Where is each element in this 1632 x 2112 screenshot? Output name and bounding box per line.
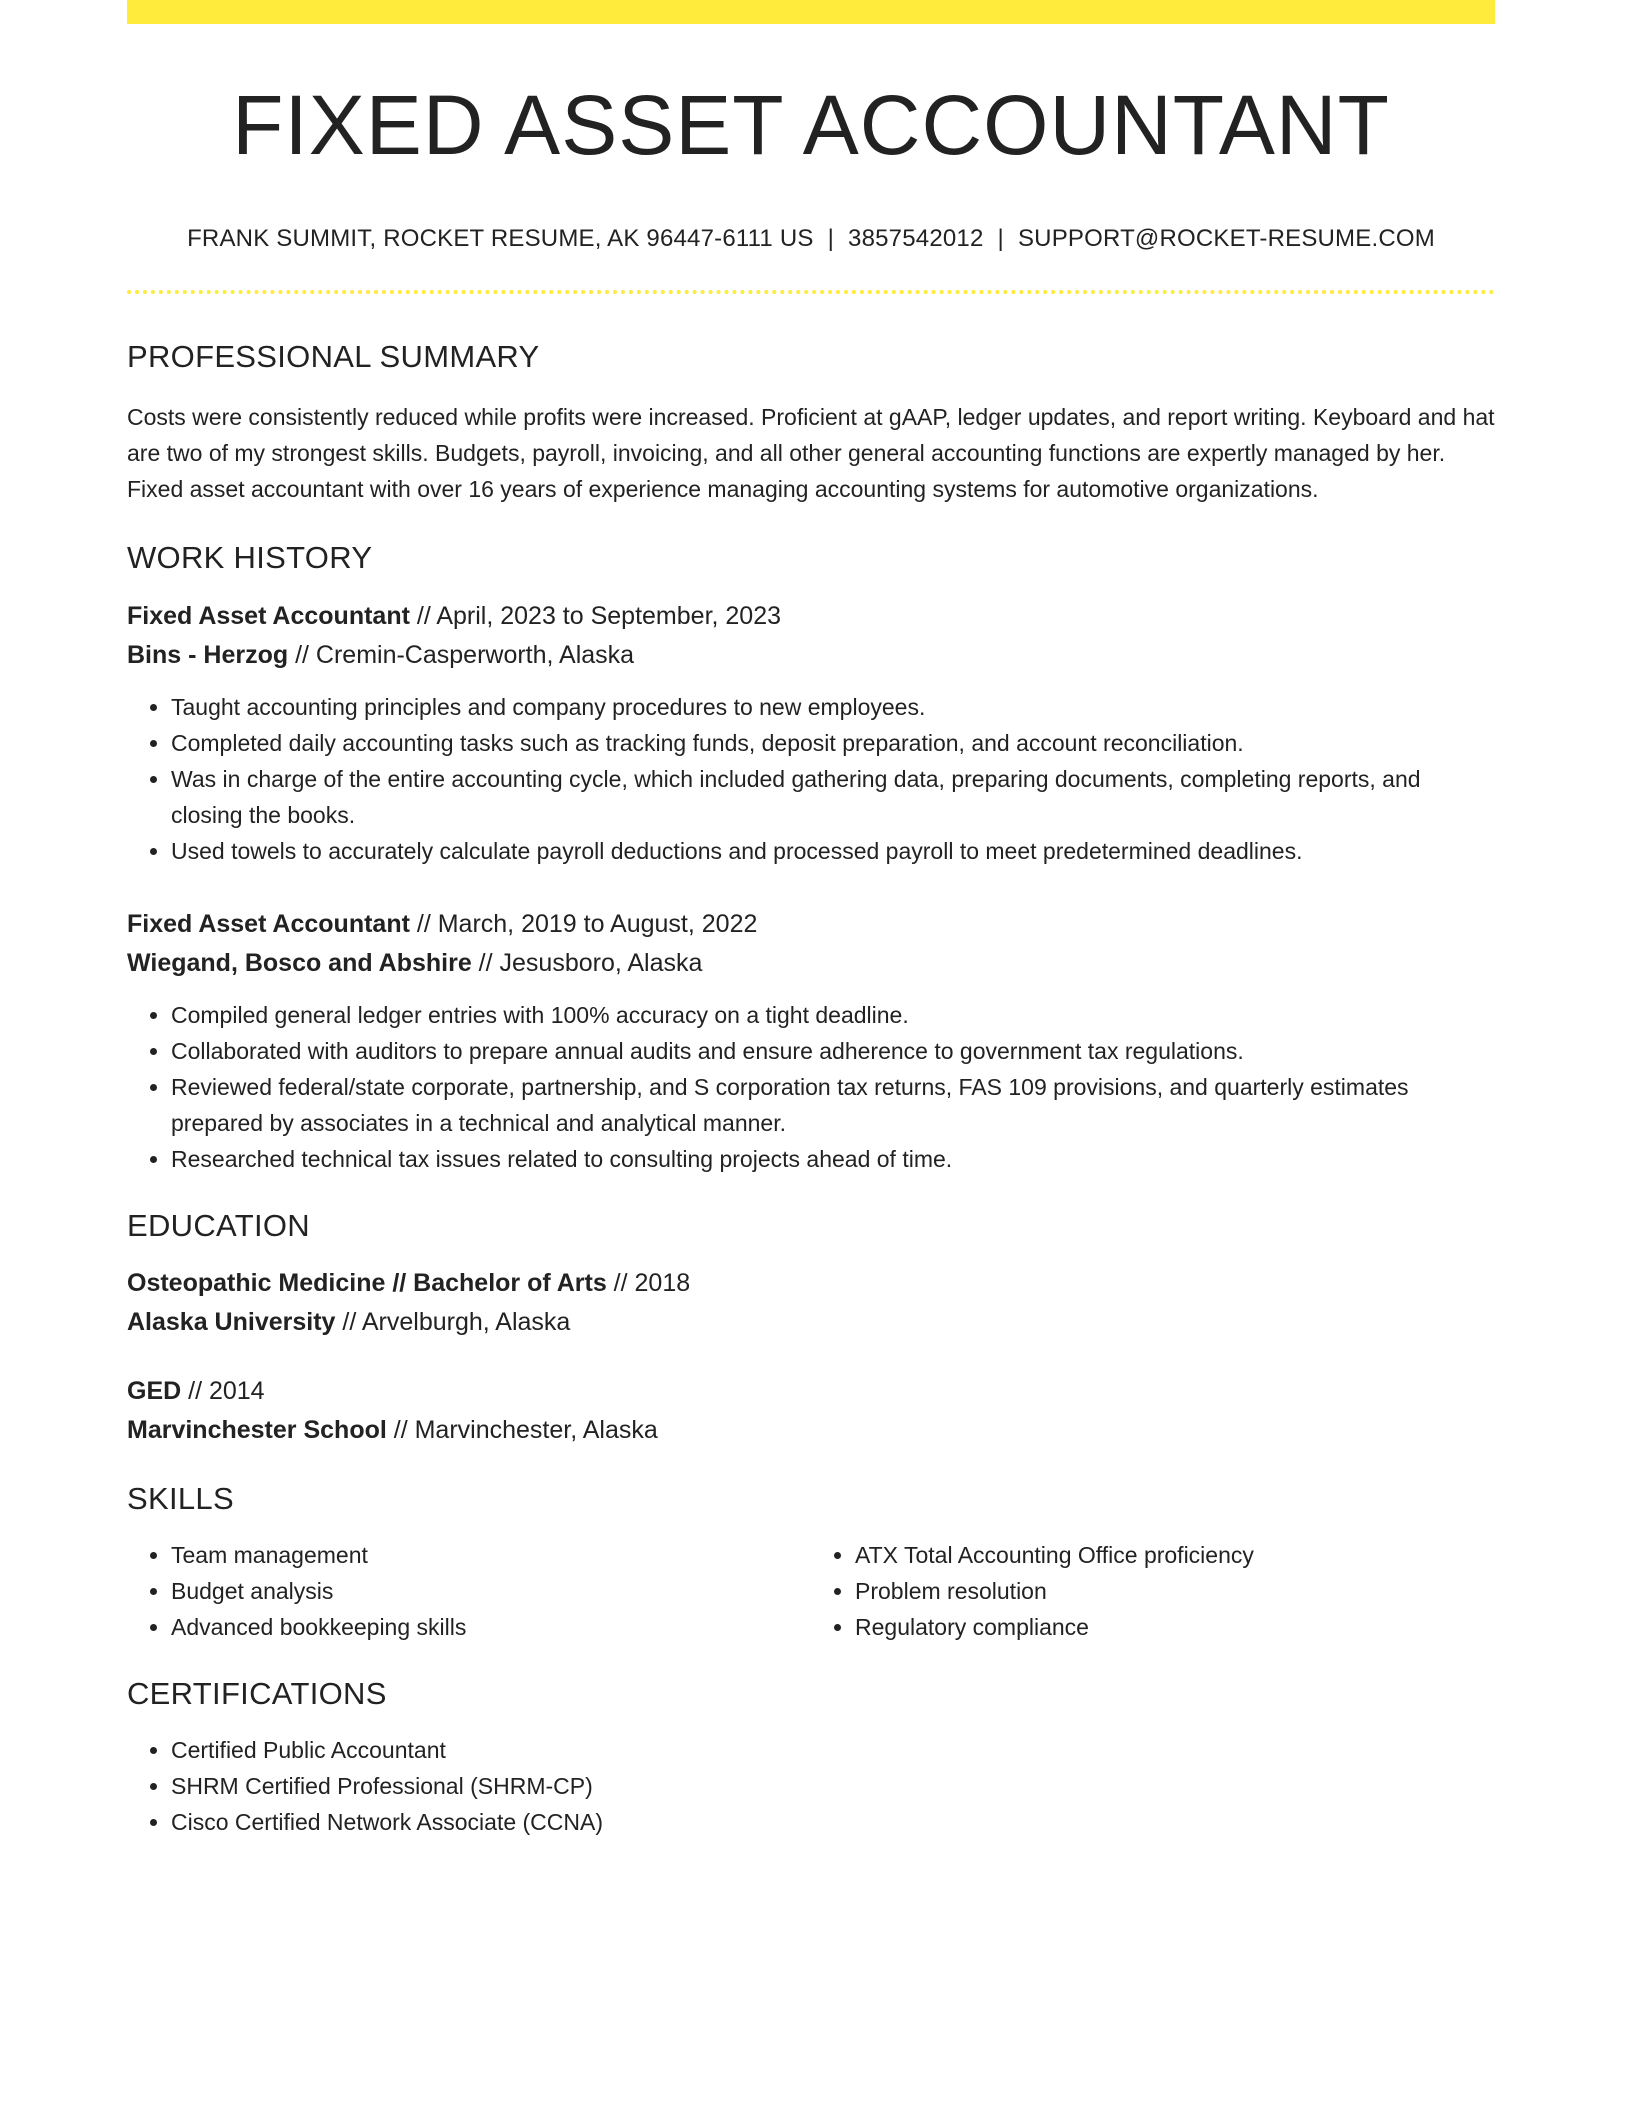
job-position: Fixed Asset Accountant bbox=[127, 909, 410, 938]
section-title-certifications: CERTIFICATIONS bbox=[127, 1675, 387, 1711]
job-company-line bbox=[127, 636, 1495, 675]
job-bullet: • Used towels to accurately calculate payroll deductions and processed payroll to meet predetermined deadlines. bbox=[171, 833, 1495, 869]
job-company-line bbox=[127, 944, 1495, 983]
skill-item: • Advanced bookkeeping skills bbox=[171, 1609, 811, 1645]
summary-section bbox=[127, 338, 1495, 507]
job-bullet: • Completed daily accounting tasks such as tracking funds, deposit preparation, and account reconciliation. bbox=[171, 725, 1495, 761]
skills-list-left bbox=[127, 1537, 811, 1645]
education-school: Marvinchester School bbox=[127, 1415, 387, 1444]
job-title-line bbox=[127, 597, 1495, 636]
education-school-line bbox=[127, 1411, 1495, 1450]
dotted-divider bbox=[127, 290, 1495, 294]
skill-item: • Problem resolution bbox=[855, 1573, 1495, 1609]
summary-text: Costs were consistently reduced while profits were increased. Proficient at gAAP, ledger updates, and report writing. Keyboard and hat are two of my strongest skills. Budgets, payroll, invoicing, and all other general accounting functions are expertly managed by her. Fixed asset accountant with over 16 years of experience managing accounting systems for automotive organizations. bbox=[127, 404, 1495, 503]
job-dates: // April, 2023 to September, 2023 bbox=[409, 601, 782, 630]
job-bullet: • Reviewed federal/state corporate, partnership, and S corporation tax returns, FAS 109 provisions, and quarterly estimates prepared by associates in a technical and analytical manner. bbox=[171, 1069, 1495, 1141]
education-degree-line bbox=[127, 1372, 1495, 1411]
certifications-section bbox=[127, 1675, 1495, 1840]
contact-address: FRANK SUMMIT, ROCKET RESUME, AK 96447-6111 US bbox=[187, 225, 814, 253]
job-title-line bbox=[127, 905, 1495, 944]
contact-separator: | bbox=[827, 225, 835, 253]
contact-separator: | bbox=[997, 225, 1004, 253]
skill-item: • Regulatory compliance bbox=[855, 1609, 1495, 1645]
job-bullet: • Taught accounting principles and company procedures to new employees. bbox=[171, 689, 1495, 725]
skill-item: • ATX Total Accounting Office proficiency bbox=[855, 1537, 1495, 1573]
skill-item: • Team management bbox=[171, 1537, 811, 1573]
section-title-skills: SKILLS bbox=[127, 1480, 234, 1516]
job-dates: // March, 2019 to August, 2022 bbox=[409, 909, 758, 938]
skills-section bbox=[127, 1480, 1495, 1645]
education-location: // Marvinchester, Alaska bbox=[386, 1415, 658, 1444]
contact-email: SUPPORT@ROCKET-RESUME.COM bbox=[1017, 225, 1435, 253]
education-degree: Osteopathic Medicine // Bachelor of Arts bbox=[127, 1268, 607, 1297]
education-degree-line bbox=[127, 1264, 1495, 1303]
contact-phone: 3857542012 bbox=[848, 225, 984, 253]
job-bullet: • Compiled general ledger entries with 100% accuracy on a tight deadline. bbox=[171, 997, 1495, 1033]
section-title-summary: PROFESSIONAL SUMMARY bbox=[127, 339, 540, 375]
job-company: Wiegand, Bosco and Abshire bbox=[127, 948, 472, 977]
certification-item: • Cisco Certified Network Associate (CCNA) bbox=[171, 1804, 1495, 1840]
education-entry bbox=[127, 1372, 1495, 1450]
certification-item: • Certified Public Accountant bbox=[171, 1732, 1495, 1768]
section-title-work: WORK HISTORY bbox=[127, 540, 373, 576]
education-school: Alaska University bbox=[127, 1307, 336, 1336]
skill-item: • Budget analysis bbox=[171, 1573, 811, 1609]
job-location: // Jesusboro, Alaska bbox=[471, 948, 703, 977]
resume-page bbox=[127, 0, 1495, 1840]
job-bullet: • Researched technical tax issues related to consulting projects ahead of time. bbox=[171, 1141, 1495, 1177]
resume-title: FIXED ASSET ACCOUNTANT bbox=[232, 78, 1390, 172]
certifications-list bbox=[127, 1732, 1495, 1840]
job-position: Fixed Asset Accountant bbox=[127, 601, 410, 630]
job-bullets bbox=[127, 997, 1495, 1177]
education-year: // 2018 bbox=[606, 1268, 691, 1297]
education-entry bbox=[127, 1264, 1495, 1342]
job-location: // Cremin-Casperworth, Alaska bbox=[288, 640, 635, 669]
education-section bbox=[127, 1207, 1495, 1450]
contact-line bbox=[127, 225, 1495, 254]
job-bullets bbox=[127, 689, 1495, 869]
skills-grid bbox=[127, 1537, 1495, 1645]
work-history-section bbox=[127, 539, 1495, 1176]
job-company: Bins - Herzog bbox=[127, 640, 289, 669]
skills-list-right bbox=[811, 1537, 1495, 1645]
education-degree: GED bbox=[127, 1376, 182, 1405]
education-location: // Arvelburgh, Alaska bbox=[335, 1307, 571, 1336]
job-bullet: • Collaborated with auditors to prepare annual audits and ensure adherence to government tax regulations. bbox=[171, 1033, 1495, 1069]
job-entry bbox=[127, 597, 1495, 869]
job-bullet: • Was in charge of the entire accounting cycle, which included gathering data, preparing documents, completing reports, and closing the books. bbox=[171, 761, 1495, 833]
job-entry bbox=[127, 905, 1495, 1177]
education-school-line bbox=[127, 1303, 1495, 1342]
certification-item: • SHRM Certified Professional (SHRM-CP) bbox=[171, 1768, 1495, 1804]
section-title-education: EDUCATION bbox=[127, 1207, 310, 1243]
education-year: // 2014 bbox=[181, 1376, 265, 1405]
top-accent-bar bbox=[127, 0, 1495, 24]
